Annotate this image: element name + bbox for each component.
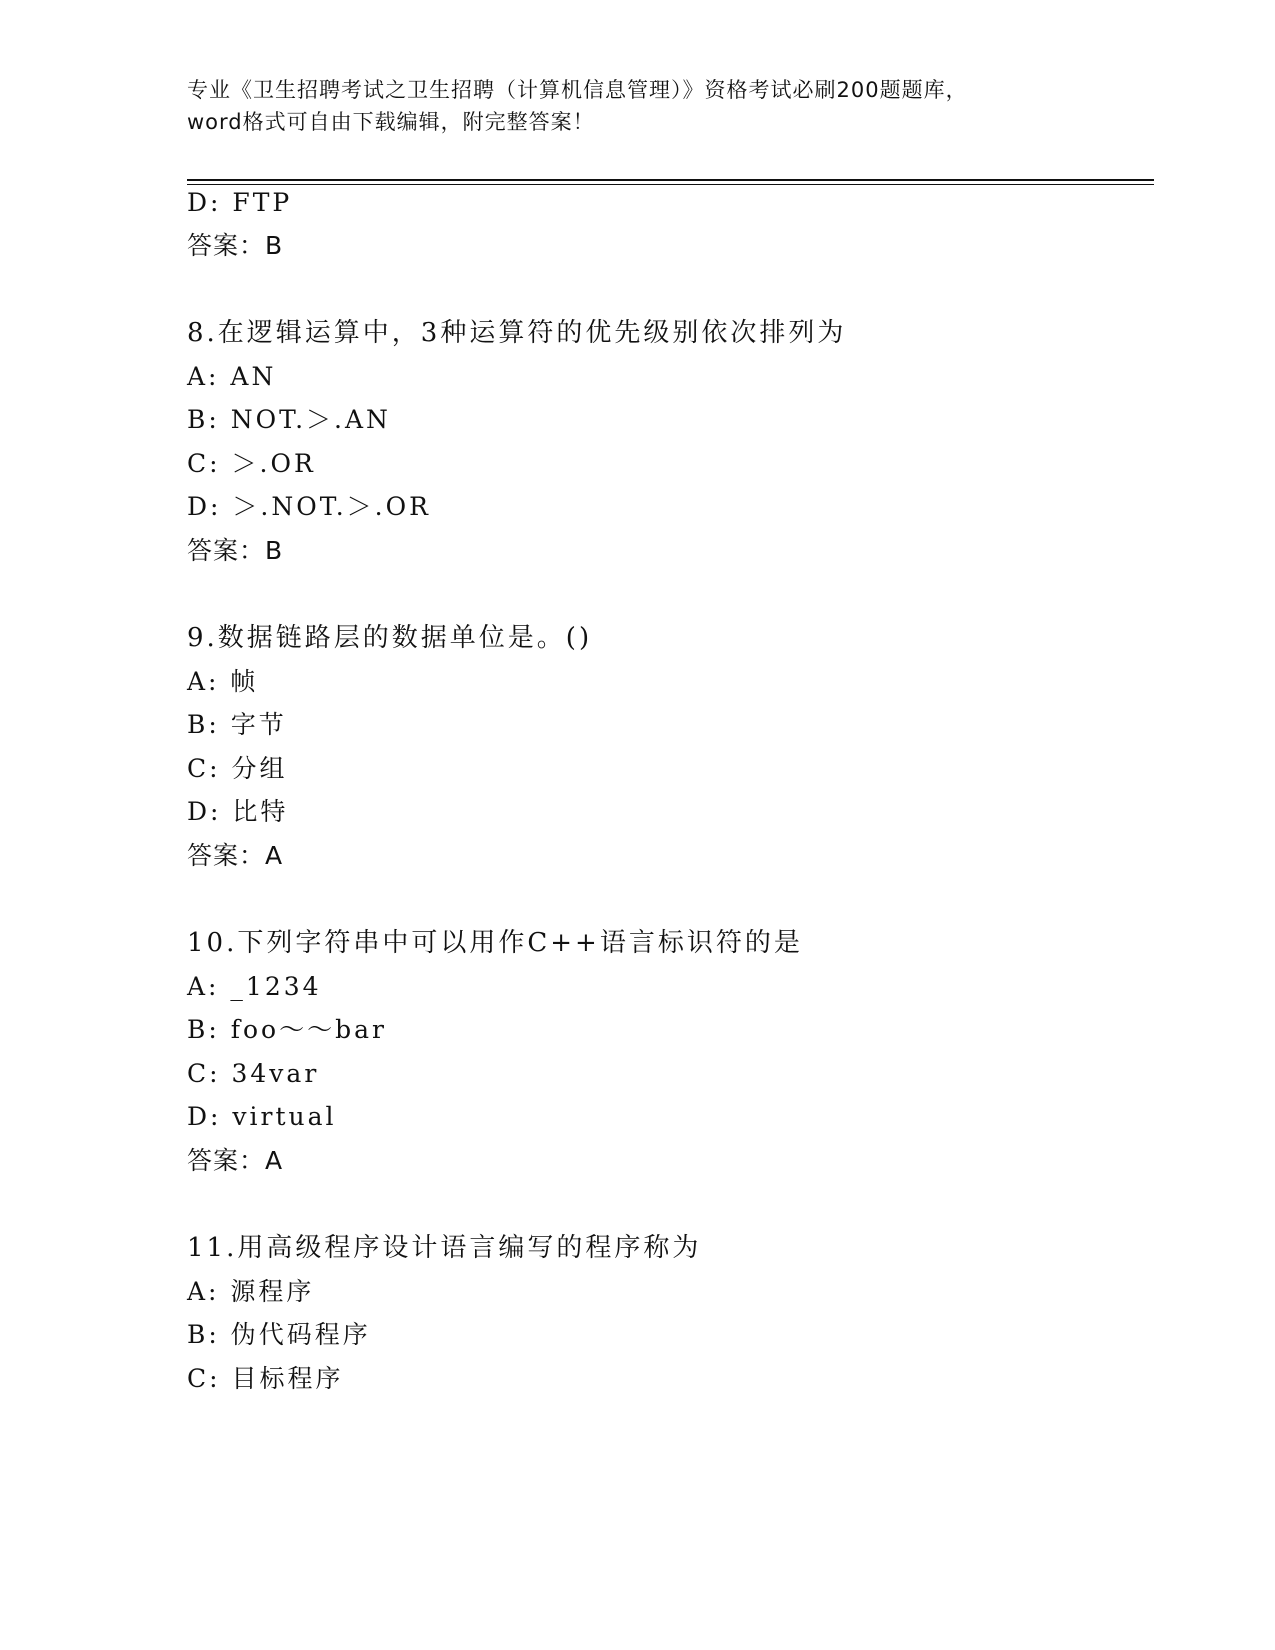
q9-option-d: D: 比特: [187, 797, 289, 826]
q8-option-c: C: ＞.OR: [187, 449, 316, 478]
q11-option-a: A: 源程序: [187, 1277, 315, 1306]
q8-title: 8.在逻辑运算中，3种运算符的优先级别依次排列为: [187, 318, 847, 348]
q10-option-c: C: 34var: [187, 1059, 320, 1088]
q7-option-d: D: FTP: [187, 188, 293, 217]
document-header: [187, 74, 1087, 138]
q9-option-b: B: 字节: [187, 710, 287, 739]
q10-option-b: B: foo～～bar: [187, 1015, 387, 1044]
q11-title: 11.用高级程序设计语言编写的程序称为: [187, 1233, 702, 1263]
q7-answer: 答案：B: [187, 231, 284, 260]
q10-option-d: D: virtual: [187, 1102, 337, 1131]
header-divider-thick: [187, 179, 1154, 181]
header-divider-thin: [187, 184, 1154, 185]
q9-option-c: C: 分组: [187, 754, 288, 783]
q11-option-b: B: 伪代码程序: [187, 1320, 371, 1349]
q8-option-b: B: NOT.＞.AN: [187, 405, 391, 434]
q10-answer: 答案：A: [187, 1146, 284, 1175]
q8-answer: 答案：B: [187, 536, 284, 565]
q10-option-a: A: _1234: [187, 972, 322, 1001]
q10-title: 10.下列字符串中可以用作C++语言标识符的是: [187, 928, 803, 958]
header-line-1: 专业《卫生招聘考试之卫生招聘（计算机信息管理）》资格考试必刷200题题库，: [187, 78, 968, 102]
q8-option-d: D: ＞.NOT.＞.OR: [187, 492, 431, 521]
q9-option-a: A: 帧: [187, 667, 259, 696]
q11-option-c: C: 目标程序: [187, 1364, 344, 1393]
q9-title: 9.数据链路层的数据单位是。(): [187, 623, 593, 653]
q9-answer: 答案：A: [187, 841, 284, 870]
header-line-2: word格式可自由下载编辑，附完整答案！: [187, 110, 595, 134]
q8-option-a: A: AN: [187, 362, 277, 391]
